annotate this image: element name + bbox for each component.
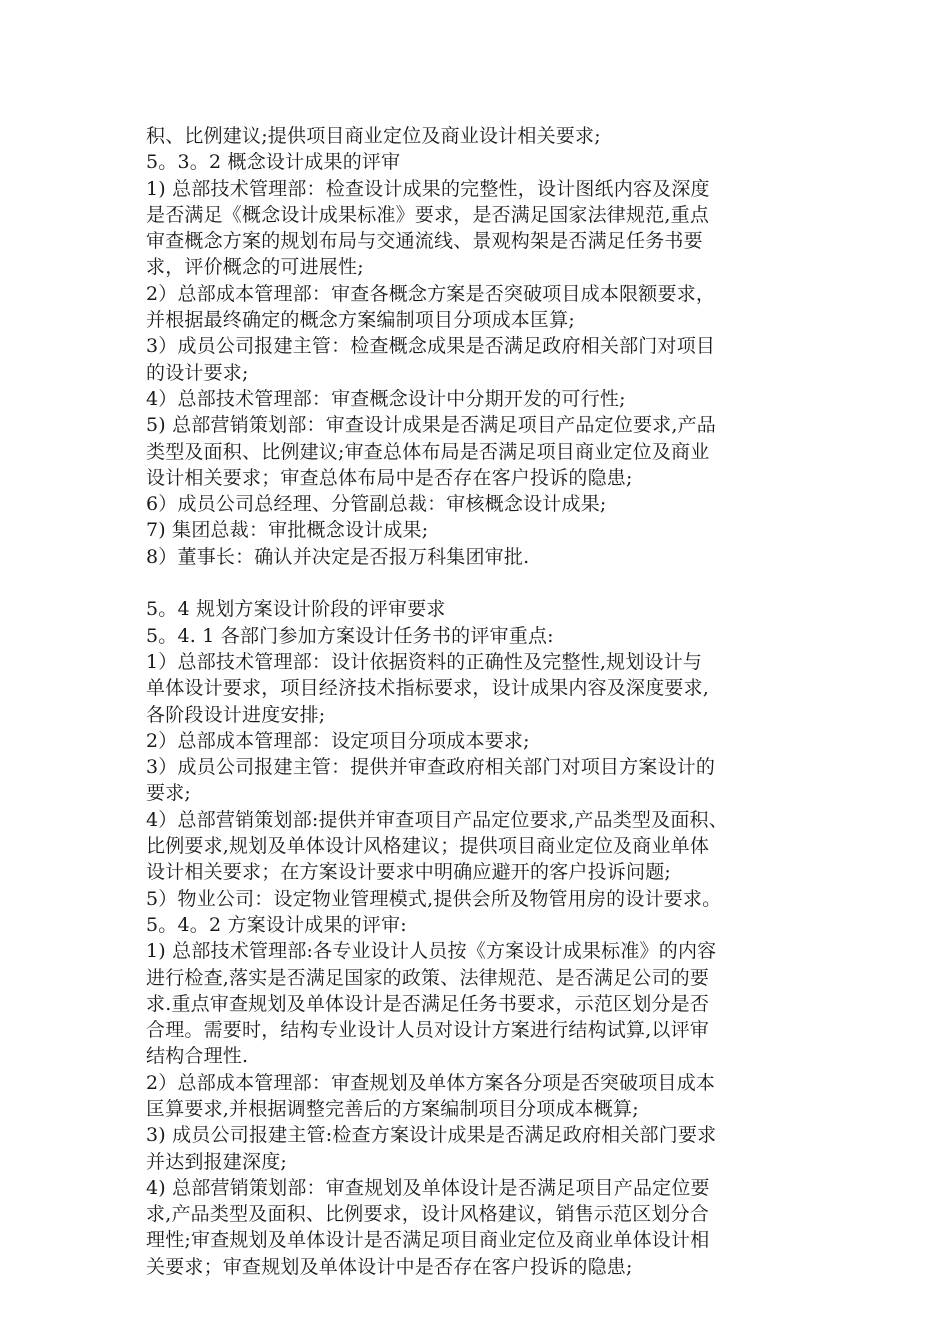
text-line: 要求; [146, 782, 192, 805]
text-line: 并达到报建深度; [146, 1150, 288, 1173]
text-line: 7) 集团总裁：审批概念设计成果; [146, 519, 429, 542]
text-line: 3) 成员公司报建主管:检查方案设计成果是否满足政府相关部门要求 [146, 1124, 717, 1147]
text-line: 5）物业公司：设定物业管理模式,提供会所及物管用房的设计要求。 [146, 887, 722, 910]
text-line: 合理。需要时，结构专业设计人员对设计方案进行结构试算,以评审 [146, 1019, 710, 1042]
text-line: 5) 总部营销策划部：审查设计成果是否满足项目产品定位要求,产品 [146, 414, 716, 437]
text-line: 4) 总部营销策划部：审查规划及单体设计是否满足项目产品定位要 [146, 1176, 710, 1199]
text-line: 4）总部营销策划部:提供并审查项目产品定位要求,产品类型及面积、 [146, 808, 728, 831]
text-line: 4）总部技术管理部：审查概念设计中分期开发的可行性; [146, 387, 626, 410]
text-line: 求，评价概念的可进展性; [146, 256, 364, 279]
text-line: 审查概念方案的规划布局与交通流线、景观构架是否满足任务书要 [146, 230, 703, 253]
text-line: 2）总部成本管理部：设定项目分项成本要求; [146, 729, 530, 752]
text-line: 求.重点审查规划及单体设计是否满足任务书要求，示范区划分是否 [146, 992, 710, 1015]
text-line: 3）成员公司报建主管：提供并审查政府相关部门对项目方案设计的 [146, 756, 716, 779]
section-heading: 5。4 规划方案设计阶段的评审要求 [146, 598, 446, 621]
section-heading: 5。4. 1 各部门参加方案设计任务书的评审重点: [146, 624, 554, 647]
text-line: 类型及面积、比例建议;审查总体布局是否满足项目商业定位及商业 [146, 440, 710, 463]
text-line: 进行检查,落实是否满足国家的政策、法律规范、是否满足公司的要 [146, 966, 710, 989]
text-line: 2）总部成本管理部：审查各概念方案是否突破项目成本限额要求， [146, 282, 716, 305]
text-line: 的设计要求; [146, 361, 249, 384]
text-line: 结构合理性. [146, 1045, 249, 1068]
text-line: 设计相关要求；审查总体布局中是否存在客户投诉的隐患; [146, 466, 633, 489]
text-line: 1) 总部技术管理部:各专业设计人员按《方案设计成果标准》的内容 [146, 940, 717, 963]
text-line: 8）董事长：确认并决定是否报万科集团审批. [146, 545, 530, 568]
text-line: 设计相关要求；在方案设计要求中明确应避开的客户投诉问题; [146, 861, 672, 884]
text-line: 理性;审查规划及单体设计是否满足项目商业定位及商业单体设计相 [146, 1229, 710, 1252]
text-line: 3）成员公司报建主管：检查概念成果是否满足政府相关部门对项目 [146, 335, 716, 358]
section-heading: 5。4。2 方案设计成果的评审: [146, 913, 407, 936]
text-line: 比例要求,规划及单体设计风格建议；提供项目商业定位及商业单体 [146, 835, 710, 858]
text-line: 关要求；审查规划及单体设计中是否存在客户投诉的隐患; [146, 1255, 633, 1278]
text-line: 单体设计要求，项目经济技术指标要求，设计成果内容及深度要求, [146, 677, 710, 700]
text-line: 是否满足《概念设计成果标准》要求，是否满足国家法律规范,重点 [146, 203, 710, 226]
text-line: 6）成员公司总经理、分管副总裁：审核概念设计成果; [146, 493, 607, 516]
text-line: 并根据最终确定的概念方案编制项目分项成本匡算; [146, 309, 576, 332]
text-line: 1）总部技术管理部：设计依据资料的正确性及完整性,规划设计与 [146, 650, 703, 673]
text-line: 2）总部成本管理部：审查规划及单体方案各分项是否突破项目成本 [146, 1071, 716, 1094]
text-line: 1) 总部技术管理部：检查设计成果的完整性，设计图纸内容及深度 [146, 177, 710, 200]
text-line: 各阶段设计进度安排; [146, 703, 326, 726]
text-line: 求,产品类型及面积、比例要求，设计风格建议，销售示范区划分合 [146, 1203, 710, 1226]
text-line: 匡算要求,并根据调整完善后的方案编制项目分项成本概算; [146, 1097, 639, 1120]
document-body [146, 123, 816, 1280]
section-heading: 5。3。2 概念设计成果的评审 [146, 151, 401, 174]
blank-line [146, 570, 816, 596]
text-line: 积、比例建议;提供项目商业定位及商业设计相关要求; [146, 125, 601, 147]
